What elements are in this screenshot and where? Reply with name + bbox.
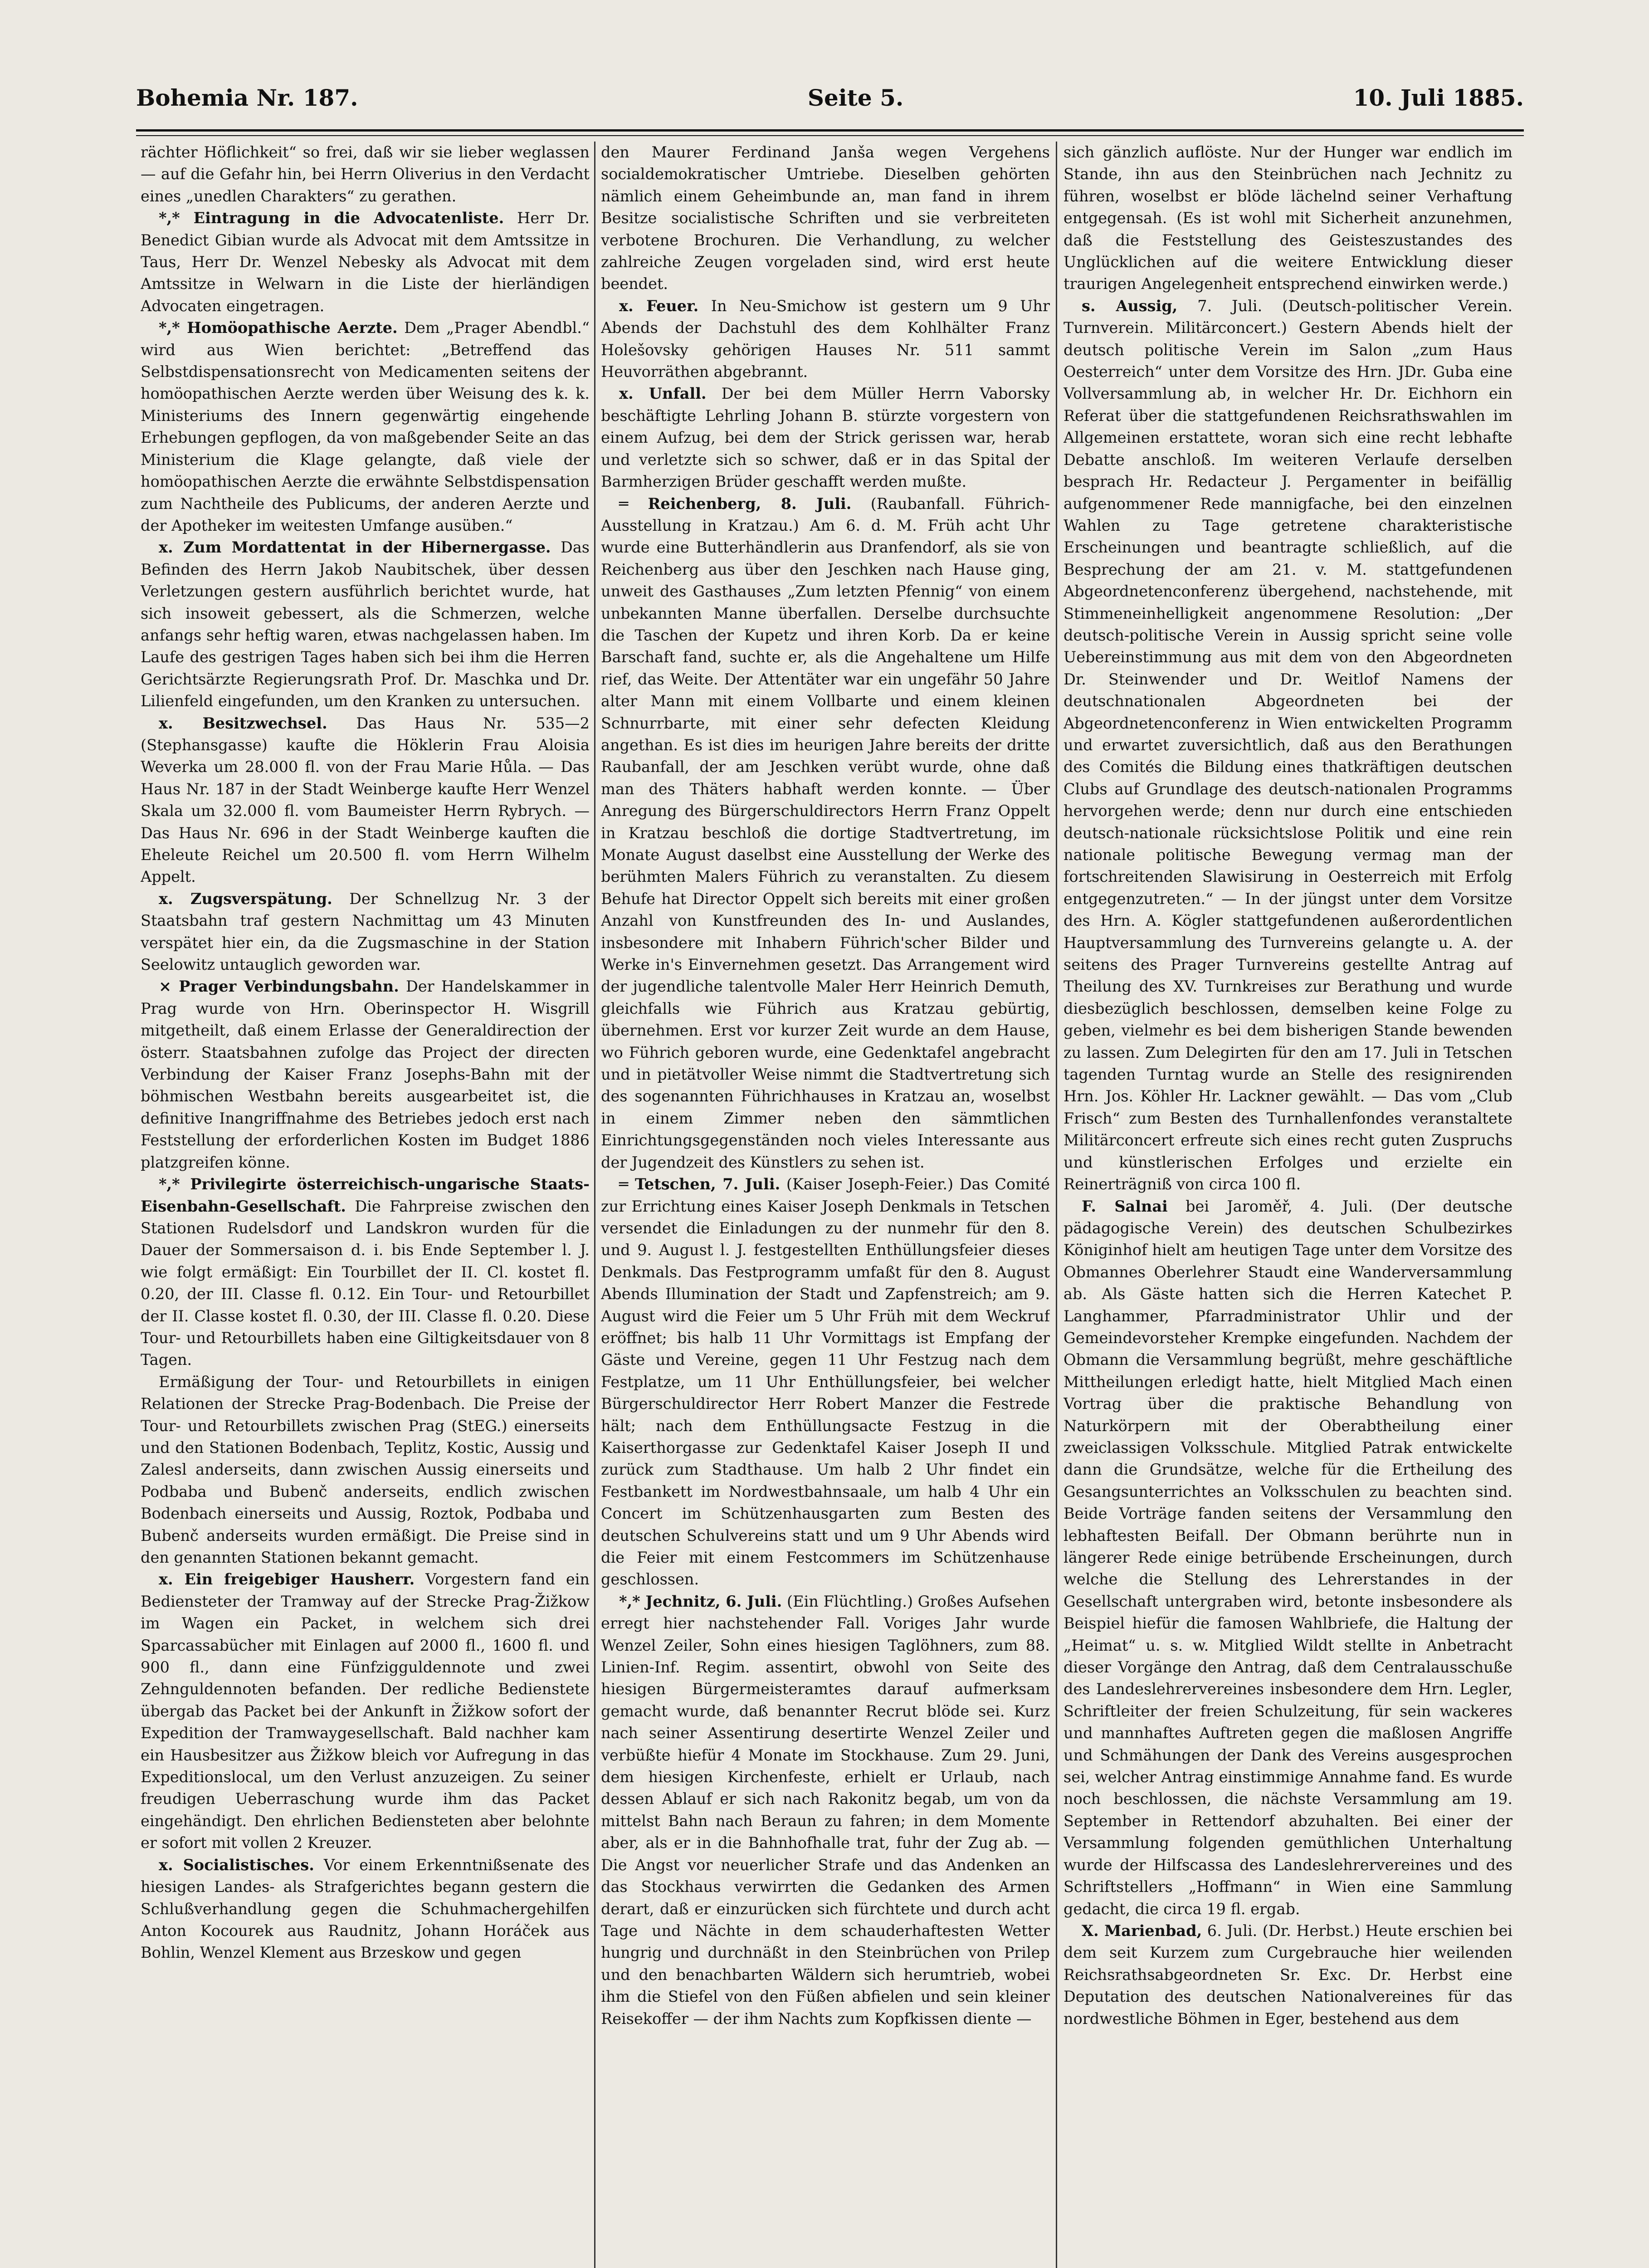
article-paragraph: [141, 713, 590, 888]
column-divider: [594, 142, 595, 2268]
column-1: [141, 142, 590, 2268]
article-body: In Neu-Smichow ist gestern um 9 Uhr Abends der Dachstuhl des dem Kohlhälter Franz Holešovsky gehörigen Hauses Nr. 511 sammt Heuvorräthen abgebrannt.: [601, 297, 1050, 381]
article-heading: x. Zum Mordattentat in der Hibernergasse.: [159, 538, 551, 557]
article-heading: × Prager Verbindungsbahn.: [159, 978, 399, 996]
article-body: Der Handelskammer in Prag wurde von Hrn. Oberinspector H. Wisgrill mitgetheilt, daß einem Erlasse der Generaldirection der österr. Staatsbahnen zufolge das Project der directen Verbindung der Kaiser Franz Josephs-Bahn mit der böhmischen Westbahn bereits ausgearbeitet ist, die definitive Inangriffnahme des Betriebes jedoch erst nach Feststellung der erforderlichen Kosten im Budget 1886 platzgreifen könne.: [141, 978, 590, 1171]
article-body: bei Jaroměř, 4. Juli. (Der deutsche pädagogische Verein) des deutschen Schulbezirkes Königinhof hielt am heutigen Tage unter dem Vorsitze des Obmannes Oberlehrer Staudt eine Wanderversammlung ab. Als Gäste hatten sich die Herren Katechet P. Langhammer, Pfarradministrator Uhlir und der Gemeindevorsteher Krempke eingefunden. Nachdem der Obmann die Versammlung begrüßt, mehre geschäftliche Mittheilungen erledigt hatte, hielt Mitglied Mach einen Vortrag über die praktische Behandlung von Naturkörpern mit der Oberabtheilung einer zweiclassigen Volksschule. Mitglied Patrak entwickelte dann die Grundsätze, welche für die Ertheilung des Gesangsunterrichtes an Volksschulen zu beachten sind. Beide Vorträge fanden seitens der Versammlung den lebhaftesten Beifall. Der Obmann berührte nun in längerer Rede einige betrübende Erscheinungen, durch welche die Stellung des Lehrerstandes in der Gesellschaft untergraben wird, betonte insbesondere als Beispiel hiefür die famosen Wahlbriefe, die Haltung der „Heimat“ u. s. w. Mitglied Wildt stellte in Anbetracht dieser Vorgänge den Antrag, daß dem Centralausschuße des Landeslehrervereines insbesondere dem Hrn. Legler, Schriftleiter der freien Schulzeitung, für sein wackeres und mannhaftes Auftreten gegen die maßlosen Angriffe und Schmähungen der Dank des Vereins ausgesprochen sei, welcher Antrag einstimmige Annahme fand. Es wurde noch beschlossen, die nächste Versammlung am 19. September in Rettendorf abzuhalten. Bei einer der Versammlung folgenden gemüthlichen Unterhaltung wurde der Hilfscassa des Landeslehrervereines und des Schriftstellers „Hoffmann“ in Wien eine Sammlung gedacht, die circa 19 fl. ergab.: [1064, 1197, 1512, 1918]
article-body: 6. Juli. (Dr. Herbst.) Heute erschien bei dem seit Kurzem zum Curgebrauche hier weilenden Reichsrathsabgeordneten Sr. Exc. Dr. Herbst eine Deputation des deutschen Nationalvereines für das nordwestliche Böhmen in Eger, bestehend aus dem: [1064, 1921, 1512, 2028]
article-paragraph: [141, 1569, 590, 1854]
article-paragraph: [1064, 295, 1512, 1196]
article-body: rächter Höflichkeit“ so frei, daß wir sie lieber weglassen — auf die Gefahr hin, bei Herrn Oliverius in den Verdacht eines „unedlen Charakters“ zu gerathen.: [141, 143, 590, 205]
article-paragraph: [141, 1854, 590, 1964]
article-body: (Raubanfall. Führich-Ausstellung in Kratzau.) Am 6. d. M. Früh acht Uhr wurde eine Butterhändlerin aus Dranfendorf, als sie von Reichenberg aus über den Jeschken nach Hause ging, unweit des Gasthauses „Zum letzten Pfennig“ von einem unbekannten Manne überfallen. Derselbe durchsuchte die Taschen der Kupetz und ihren Korb. Da er keine Barschaft fand, suchte er, als die Angehaltene um Hilfe rief, das Weite. Der Attentäter war ein ungefähr 50 Jahre alter Mann mit einem Vollbarte und einem kleinen Schnurrbarte, mit einer sehr defecten Kleidung angethan. Es ist dies im heurigen Jahre bereits der dritte Raubanfall, der am Jeschken verübt wurde, ohne daß man des Thäters habhaft werden konnte. — Über Anregung des Bürgerschuldirectors Herrn Franz Oppelt in Kratzau beschloß die dortige Stadtvertretung, im Monate August daselbst eine Ausstellung der Werke des berühmten Malers Führich zu veranstalten. Zu diesem Behufe hat Director Oppelt sich bereits mit einer großen Anzahl von Kunstfreunden des In- und Auslandes, insbesondere mit Inhabern Führich'scher Bilder und Werke in's Einvernehmen gesetzt. Das Arrangement wird der jugendliche talentvolle Maler Herr Heinrich Demuth, gleichfalls wie Führich aus Kratzau gebürtig, übernehmen. Erst vor kurzer Zeit wurde an dem Hause, wo Führich geboren wurde, eine Gedenktafel angebracht und in pietätvoller Weise nimmt die Stadtvertretung sich des sogenannten Führichhauses in Kratzau an, woselbst in einem Zimmer neben den sämmtlichen Einrichtungsgegenständen noch vieles Interessante aus der Jugendzeit des Künstlers zu sehen ist.: [601, 494, 1050, 1171]
article-paragraph: [601, 295, 1050, 383]
article-body: 7. Juli. (Deutsch-politischer Verein. Turnverein. Militärconcert.) Gestern Abends hielt der deutsch politische Verein im Salon „zum Haus Oesterreich“ unter dem Vorsitze des Hrn. JDr. Guba eine Vollversammlung ab, in welcher Hr. Dr. Eichhorn ein Referat über die stattgefundenen Reichsrathswahlen im Allgemeinen erstattete, woran sich eine recht lebhafte Debatte anschloß. Im weiteren Verlaufe derselben besprach Hr. Redacteur J. Pergamenter in beifällig aufgenommener Rede mannigfache, bei den einzelnen Wahlen zu Tage getretene charakteristische Erscheinungen und beantragte schließlich, auf die Besprechung der am 21. v. M. stattgefundenen Abgeordnetenconferenz übergehend, nachstehende, mit Stimmeneinhelligkeit angenommene Resolution: „Der deutsch-politische Verein in Aussig spricht seine volle Uebereinstimmung aus mit dem von den Abgeordneten Dr. Steinwender und Dr. Weitlof Namens der deutschnationalen Abgeordneten bei der Abgeordnetenconferenz in Wien entwickelten Programm und erwartet zuversichtlich, daß aus den Berathungen des Comités die Bildung eines thatkräftigen deutschen Clubs auf Grundlage des deutsch-nationalen Programms hervorgehen werde; denn nur durch eine entschieden deutsch-nationale rücksichtslose Politik und eine rein nationale politische Bewegung vermag man der fortschreitenden Slawisirung in Oesterreich mit Erfolg entgegenzutreten.“ — In der jüngst unter dem Vorsitze des Hrn. A. Kögler stattgefundenen außerordentlichen Hauptversammlung des Turnvereins gelangte u. A. der seitens des Prager Turnvereins gestellte Antrag auf Theilung des XV. Turnkreises zur Berathung und wurde diesbezüglich beschlossen, demselben keine Folge zu geben, vielmehr es bei dem bisherigen Stande bewenden zu lassen. Zum Delegirten für den am 17. Juli in Tetschen tagenden Turntag wurde an Stelle des resignirenden Hrn. Jos. Köhler Hr. Lackner gewählt. — Das vom „Club Frisch“ zum Besten des Turnhallenfondes veranstaltete Militärconcert erfreute sich eines recht guten Zuspruchs und künstlerischen Erfolges und erzielte ein Reinerträgniß von circa 100 fl.: [1064, 297, 1512, 1193]
article-paragraph: [141, 976, 590, 1173]
article-heading: *,* Privilegirte österreichisch-ungarische Staats-Eisenbahn-Gesellschaft.: [141, 1175, 590, 1215]
article-paragraph: [601, 1591, 1050, 2030]
article-paragraph: [141, 317, 590, 537]
article-heading: x. Socialistisches.: [159, 1856, 314, 1874]
article-paragraph: [141, 207, 590, 317]
article-body: Dem „Prager Abendbl.“ wird aus Wien berichtet: „Betreffend das Selbstdispensationsrecht von Medicamenten seitens der homöopathischen Aerzte werden über Weisung des k. k. Ministeriums des Innern gegenwärtig eingehende Erhebungen gepflogen, da von maßgebender Seite an das Ministerium die Klage gelangte, daß viele der homöopathischen Aerzte die erwähnte Selbstdispensation zum Nachtheile des Publicums, der anderen Aerzte und der Apotheker im weitesten Umfange ausüben.“: [141, 319, 590, 534]
article-heading: s. Aussig,: [1082, 297, 1178, 315]
article-heading: ═ Tetschen, 7. Juli.: [619, 1175, 781, 1193]
article-paragraph: [1064, 142, 1512, 295]
article-paragraph: [141, 142, 590, 207]
article-heading: ═ Reichenberg, 8. Juli.: [619, 494, 852, 513]
article-heading: *,* Jechnitz, 6. Juli.: [619, 1592, 782, 1610]
article-paragraph: [1064, 1920, 1512, 2030]
article-body: Der Schnellzug Nr. 3 der Staatsbahn traf gestern Nachmittag um 43 Minuten verspätet hier ein, da die Zugsmaschine in der Station Seelowitz untauglich geworden war.: [141, 890, 590, 974]
article-paragraph: [601, 383, 1050, 493]
article-body: Die Fahrpreise zwischen den Stationen Rudelsdorf und Landskron wurden für die Dauer der Sommersaison d. i. bis Ende September l. J. wie folgt ermäßigt: Ein Tourbillet der II. Cl. kostet fl. 0.20, der III. Classe fl. 0.12. Ein Tour- und Retourbillet der II. Classe kostet fl. 0.30, der III. Classe fl. 0.20. Diese Tour- und Retourbillets haben eine Giltigkeitsdauer von 8 Tagen.: [141, 1197, 590, 1369]
column-2: [601, 142, 1050, 2268]
article-paragraph: [141, 888, 590, 976]
article-body: Der bei dem Müller Herrn Vaborsky beschäftigte Lehrling Johann B. stürzte vorgestern von einem Aufzug, bei dem der Strick gerissen war, herab und verletzte sich so schwer, daß er in das Spital der Barmherzigen Brüder geschafft werden mußte.: [601, 385, 1050, 491]
article-body: Vor einem Erkenntnißsenate des hiesigen Landes- als Strafgerichtes begann gestern die Schlußverhandlung gegen die Schuhmachergehilfen Anton Kocourek aus Raudnitz, Johann Horáček aus Bohlin, Wenzel Klement aus Brzeskow und gegen: [141, 1856, 590, 1962]
page-header: [136, 79, 1524, 116]
article-heading: x. Besitzwechsel.: [159, 714, 327, 732]
article-paragraph: [601, 142, 1050, 295]
article-heading: x. Unfall.: [619, 385, 707, 403]
article-body: Herr Dr. Benedict Gibian wurde als Advocat mit dem Amtssitze in Taus, Herr Dr. Wenzel Nebesky als Advocat mit dem Amtssitze in Welwarn in die Liste der hierländigen Advocaten eingetragen.: [141, 209, 590, 315]
article-paragraph: [141, 1371, 590, 1569]
article-paragraph: [1064, 1196, 1512, 1920]
column-3: [1064, 142, 1512, 2268]
article-heading: F. Salnai: [1082, 1197, 1168, 1215]
article-heading: X. Marienbad,: [1082, 1921, 1202, 1940]
page-number: Seite 5.: [807, 84, 904, 111]
header-rule: [136, 129, 1524, 136]
article-heading: x. Zugsverspätung.: [159, 890, 332, 908]
article-paragraph: [141, 537, 590, 712]
article-body: Ermäßigung der Tour- und Retourbillets in einigen Relationen der Strecke Prag-Bodenbach. Die Preise der Tour- und Retourbillets zwischen Prag (StEG.) einerseits und den Stationen Bodenbach, Teplitz, Kostic, Aussig und Zalesl anderseits, dann zwischen Aussig einerseits und Podbaba und Bubenč anderseits, endlich zwischen Bodenbach einerseits und Aussig, Roztok, Podbaba und Bubenč anderseits wurden ermäßigt. Die Preise sind in den genannten Stationen bekannt gemacht.: [141, 1373, 590, 1566]
article-heading: x. Ein freigebiger Hausherr.: [159, 1570, 415, 1589]
article-body: Vorgestern fand ein Bediensteter der Tramway auf der Strecke Prag-Žižkow im Wagen ein Packet, in welchem sich drei Sparcassabücher mit Einlagen auf 2000 fl., 1600 fl. und 900 fl., dann eine Fünfzigguldennote und zwei Zehnguldennoten befanden. Der redliche Bedienstete übergab das Packet bei der Ankunft in Žižkow sofort der Expedition der Tramwaygesellschaft. Bald nachher kam ein Hausbesitzer aus Žižkow bleich vor Aufregung in das Expeditionslocal, um den Verlust anzuzeigen. Zu seiner freudigen Ueberraschung wurde ihm das Packet eingehändigt. Den ehrlichen Bediensteten aber belohnte er sofort mit vollen 2 Kreuzer.: [141, 1570, 590, 1852]
article-body: (Kaiser Joseph-Feier.) Das Comité zur Errichtung eines Kaiser Joseph Denkmals in Tetschen versendet die Einladungen zu der nunmehr für den 8. und 9. August l. J. festgestellten Enthüllungsfeier dieses Denkmals. Das Festprogramm umfaßt für den 8. August Abends Illumination der Stadt und Zapfenstreich; am 9. August wird die Feier um 5 Uhr Früh mit dem Weckruf eröffnet; bis halb 11 Uhr Vormittags ist Empfang der Gäste und Vereine, gegen 11 Uhr Festzug nach dem Festplatze, um 11 Uhr Enthüllungsfeier, bei welcher Bürgerschuldirector Herr Robert Manzer die Festrede hält; nach dem Enthüllungsacte Festzug in die Kaiserthorgasse zur Gedenktafel Kaiser Joseph II und zurück zum Stadthause. Um halb 2 Uhr findet ein Festbankett im Nordwestbahnsaale, um halb 4 Uhr ein Concert im Schützenhausgarten zum Besten des deutschen Schulvereins statt und um 9 Uhr Abends wird die Feier mit einem Festcommers im Schützenhause geschlossen.: [601, 1175, 1050, 1589]
article-paragraph: [601, 1173, 1050, 1591]
article-body: Das Befinden des Herrn Jakob Naubitschek, über dessen Verletzungen gestern ausführlich berichtet wurde, hat sich insoweit gebessert, als die Schmerzen, welche anfangs sehr heftig waren, etwas nachgelassen haben. Im Laufe des gestrigen Tages haben sich bei ihm die Herren Gerichtsärzte Regierungsrath Prof. Dr. Maschka und Dr. Lilienfeld eingefunden, um den Kranken zu untersuchen.: [141, 538, 590, 710]
column-divider: [1056, 142, 1057, 2268]
article-body: Das Haus Nr. 535—2 (Stephansgasse) kaufte die Höklerin Frau Aloisia Weverka um 28.000 fl. von der Frau Marie Hůla. — Das Haus Nr. 187 in der Stadt Weinberge kaufte Herr Wenzel Skala um 32.000 fl. vom Baumeister Herrn Rybrych. — Das Haus Nr. 696 in der Stadt Weinberge kauften die Eheleute Reichel um 20.500 fl. vom Herrn Wilhelm Appelt.: [141, 714, 590, 886]
article-paragraph: [141, 1173, 590, 1371]
article-body: den Maurer Ferdinand Janša wegen Vergehens socialdemokratischer Umtriebe. Dieselben gehörten nämlich einem Geheimbunde an, man fand in ihrem Besitze socialistische Schriften und sie verbreiteten verbotene Brochuren. Die Verhandlung, zu welcher zahlreiche Zeugen vorgeladen sind, wird erst heute beendet.: [601, 143, 1050, 293]
article-heading: x. Feuer.: [619, 297, 699, 315]
article-heading: *,* Homöopathische Aerzte.: [159, 319, 398, 337]
article-heading: *,* Eintragung in die Advocatenliste.: [159, 209, 504, 227]
issue-date: 10. Juli 1885.: [1353, 84, 1524, 111]
article-body: (Ein Flüchtling.) Großes Aufsehen erregt hier nachstehender Fall. Voriges Jahr wurde Wenzel Zeiler, Sohn eines hiesigen Taglöhners, zum 88. Linien-Inf. Regim. assentirt, obwohl von Seite des hiesigen Bürgermeisteramtes darauf aufmerksam gemacht wurde, daß benannter Recrut blöde sei. Kurz nach seiner Assentirung desertirte Wenzel Zeiler und verbüßte hiefür 4 Monate im Stockhause. Zum 29. Juni, dem hiesigen Kirchenfeste, erhielt er Urlaub, nach dessen Ablauf er sich nach Rakonitz begab, um von da mittelst Bahn nach Beraun zu fahren; in dem Momente aber, als er in die Bahnhofhalle trat, fuhr der Zug ab. — Die Angst vor neuerlicher Strafe und das Andenken an das Stockhaus verwirrten die Gedanken des Armen derart, daß er einzurücken sich fürchtete und durch acht Tage und Nächte in dem schauderhaftesten Wetter hungrig und durchnäßt in den Steinbrüchen von Prilep und den benachbarten Wäldern sich herumtrieb, wobei ihm die Stiefel von den Füßen abfielen und sein kleiner Reisekoffer — der ihm Nachts zum Kopfkissen diente —: [601, 1592, 1050, 2028]
article-paragraph: [601, 493, 1050, 1174]
article-body: sich gänzlich auflöste. Nur der Hunger war endlich im Stande, ihn aus den Steinbrüchen nach Jechnitz zu führen, woselbst er blöde lächelnd seiner Verhaftung entgegensah. (Es ist wohl mit Sicherheit anzunehmen, daß die Feststellung des Geisteszustandes des Unglücklichen auf die weitere Entwicklung dieser traurigen Angelegenheit entsprechend einwirken werde.): [1064, 143, 1512, 293]
publication-number: Bohemia Nr. 187.: [136, 84, 358, 111]
